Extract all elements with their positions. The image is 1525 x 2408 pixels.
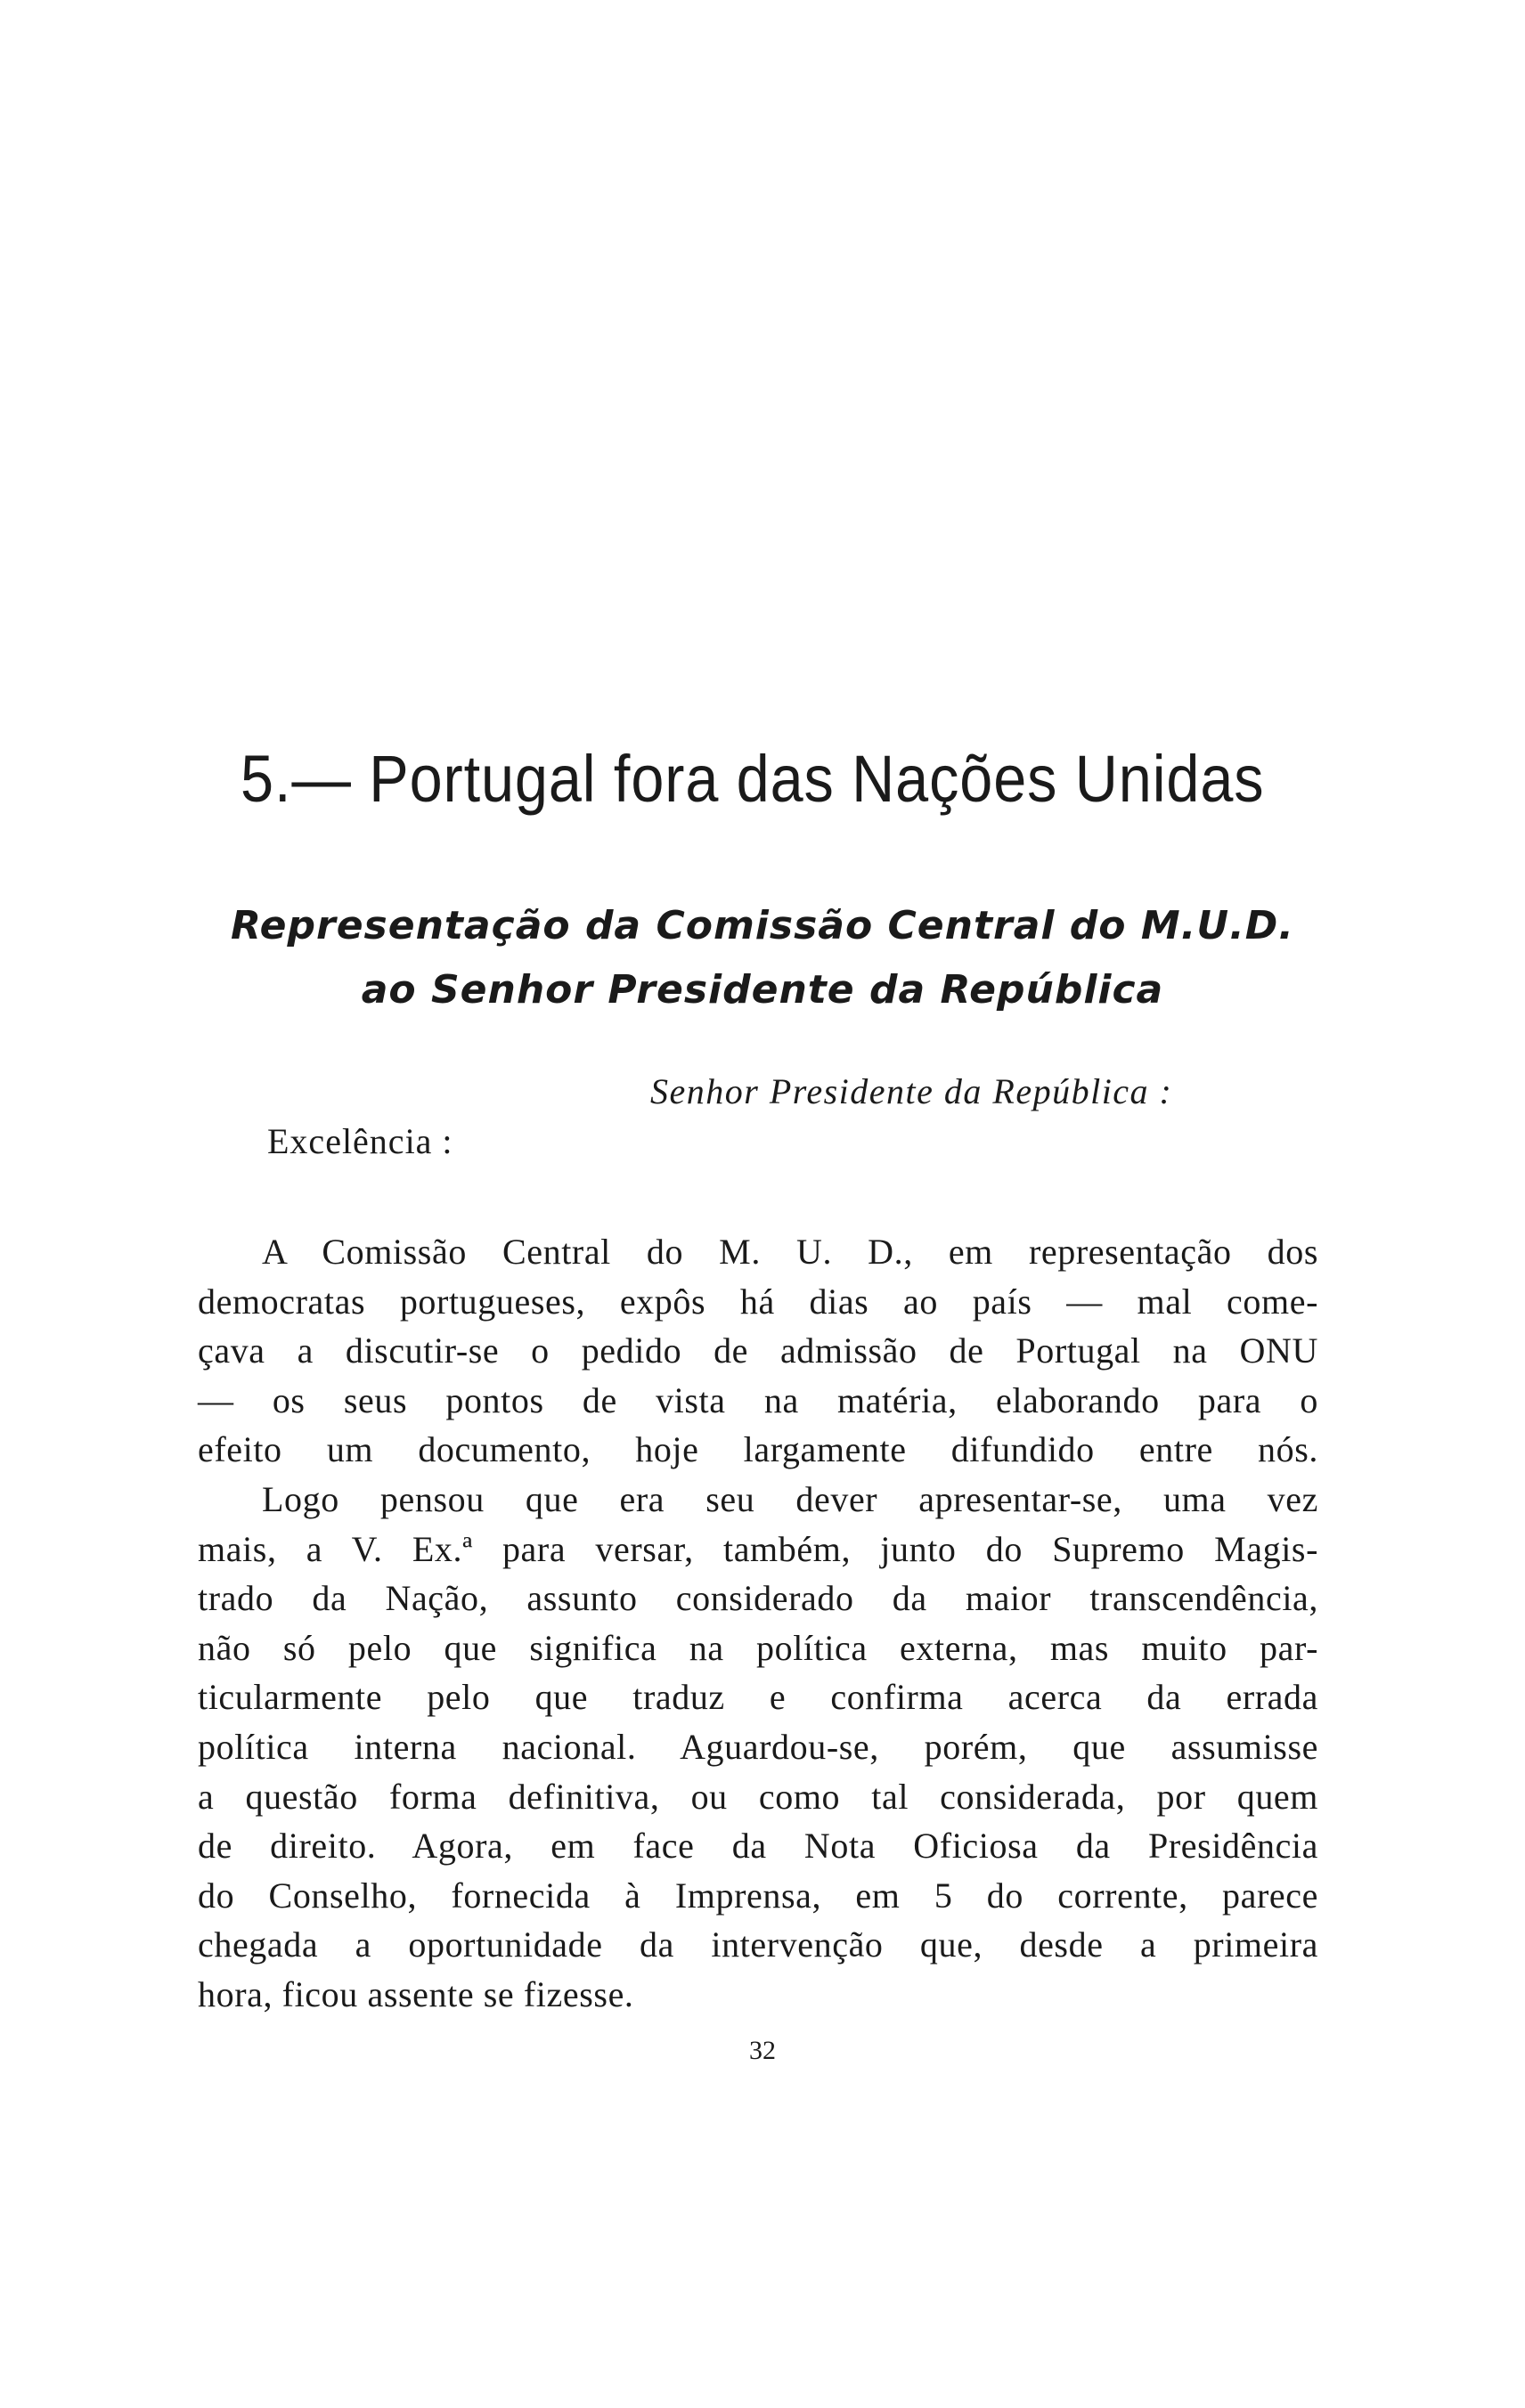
subtitle-line-2: ao Senhor Presidente da República: [361, 967, 1164, 1013]
paragraph: [198, 1475, 1318, 2020]
text-line: çava a discutir-se o pedido de admissão de Portugal na ONU: [198, 1330, 1318, 1371]
salutation-greeting: Excelência :: [267, 1121, 453, 1161]
text-line: — os seus pontos de vista na matéria, elaborando para o: [198, 1379, 1318, 1420]
text-line: democratas portugueses, expôs há dias ao país — mal come-: [198, 1281, 1318, 1322]
text-line: política interna nacional. Aguardou-se, porém, que assumisse: [198, 1726, 1318, 1767]
text-line: de direito. Agora, em face da Nota Oficiosa da Presidência: [198, 1826, 1318, 1867]
text-line: do Conselho, fornecida à Imprensa, em 5 do corrente, parece: [198, 1875, 1318, 1916]
text-line: mais, a V. Ex.ª para versar, também, junto do Supremo Magis-: [198, 1528, 1318, 1569]
text-line: não só pelo que significa na política externa, mas muito par-: [198, 1627, 1318, 1668]
paragraph: [198, 1227, 1318, 1475]
text-line: efeito um documento, hoje largamente difundido entre nós.: [198, 1429, 1318, 1470]
text-line: Logo pensou que era seu dever apresentar-se, uma vez: [262, 1478, 1318, 1519]
text-line: ticularmente pelo que traduz e confirma acerca da errada: [198, 1677, 1318, 1718]
body-text: [198, 1227, 1318, 2020]
text-line: trado da Nação, assunto considerado da maior transcendência,: [198, 1578, 1318, 1619]
salutation-addressee: Senhor Presidente da República :: [650, 1071, 1173, 1111]
text-line: chegada a oportunidade da intervenção que, desde a primeira: [198, 1924, 1318, 1965]
text-line: a questão forma definitiva, ou como tal considerada, por quem: [198, 1776, 1318, 1817]
page-number: 32: [749, 2036, 776, 2065]
subtitle-line-1: Representação da Comissão Central do M.U.D.: [230, 903, 1295, 948]
chapter-title: 5.— Portugal fora das Nações Unidas: [241, 742, 1265, 816]
text-line: A Comissão Central do M. U. D., em representação dos: [262, 1232, 1318, 1272]
text-line: hora, ficou assente se fizesse.: [198, 1973, 634, 2014]
